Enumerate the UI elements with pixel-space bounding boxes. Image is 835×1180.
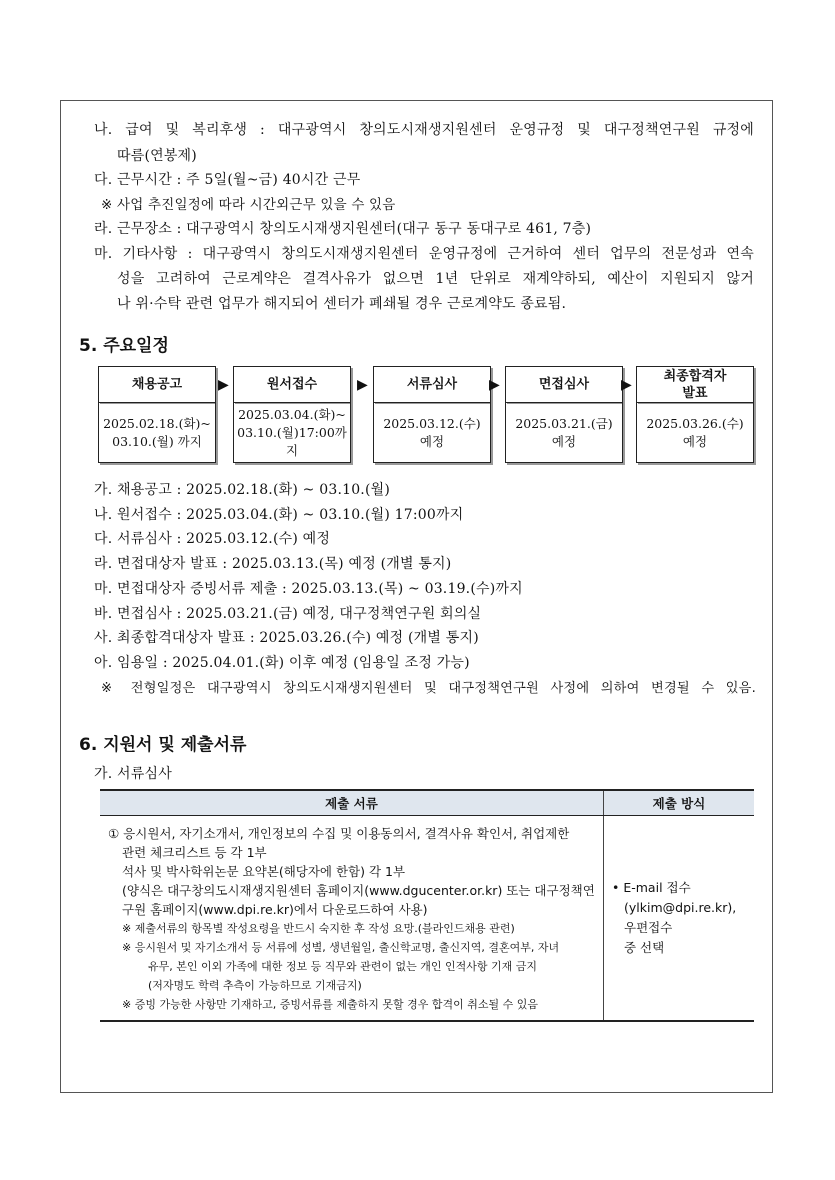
arrow-icon: ▶ [357, 377, 368, 393]
schedule-note: ※ 전형일정은 대구광역시 창의도시재생지원센터 및 대구정책연구원 사정에 의하여 변경될 수 있음. [101, 681, 756, 696]
method-cell [604, 816, 755, 1022]
schedule-item: 바. 면접심사 : 2025.03.21.(금) 예정, 대구정책연구원 회의실 [94, 606, 482, 622]
step-date: 2025.03.12.(수) 예정 [373, 402, 491, 463]
schedule-step-document-review [373, 366, 491, 463]
terms-salary-line1: 나. 급여 및 복리후생 : 대구광역시 창의도시재생지원센터 운영규정 및 대구정책연구원 규정에 [94, 122, 754, 138]
header-documents: 제출 서류 [100, 790, 604, 816]
method-line: 중 선택 [624, 940, 665, 955]
schedule-item: 라. 면접대상자 발표 : 2025.03.13.(목) 예정 (개별 통지) [94, 556, 452, 572]
schedule-item: 나. 원서접수 : 2025.03.04.(화) ~ 03.10.(월) 17:00까지 [94, 507, 464, 523]
schedule-step-posting [98, 366, 216, 463]
terms-etc-line1: 마. 기타사항 : 대구광역시 창의도시재생지원센터 운영규정에 근거하여 센터 업무의 전문성과 연속 [94, 246, 754, 262]
docs-line: 구원 홈페이지(www.dpi.re.kr)에서 다운로드하여 사용) [122, 902, 428, 917]
arrow-icon: ▶ [621, 377, 632, 393]
submission-table [100, 789, 754, 1022]
method-line: • E-mail 접수 [612, 880, 691, 895]
method-email: (ylkim@dpi.re.kr), [624, 900, 737, 915]
docs-note: ※ 증빙 가능한 사항만 기재하고, 증빙서류를 제출하지 못할 경우 합격이 취소될 수 있음 [122, 998, 538, 1011]
schedule-item: 마. 면접대상자 증빙서류 제출 : 2025.03.13.(목) ~ 03.19.(수)까지 [94, 581, 523, 597]
terms-etc-line3: 나 위·수탁 관련 업무가 해지되어 센터가 폐쇄될 경우 근로계약도 종료됨. [117, 296, 567, 312]
terms-salary-line2: 따름(연봉제) [117, 148, 197, 164]
docs-note: (저자명도 학력 추측이 가능하므로 기재금지) [148, 979, 362, 992]
step-name: 면접심사 [505, 366, 623, 402]
docs-line: (양식은 대구창의도시재생지원센터 홈페이지(www.dgucenter.or.kr) 또는 대구정책연 [122, 883, 595, 898]
docs-line: 석사 및 박사학위논문 요약본(해당자에 한함) 각 1부 [122, 864, 406, 879]
terms-hours: 다. 근무시간 : 주 5일(월~금) 40시간 근무 [94, 172, 361, 188]
terms-location: 라. 근무장소 : 대구광역시 창의도시재생지원센터(대구 동구 동대구로 461, 7층) [94, 221, 592, 237]
terms-etc-line2: 성을 고려하여 근로계약은 결격사유가 없으면 1년 단위로 재계약하되, 예산이 지원되지 않거 [117, 271, 754, 287]
step-date: 2025.03.04.(화)~ 03.10.(월)17:00까지 [233, 402, 351, 463]
arrow-icon: ▶ [218, 377, 229, 393]
schedule-step-final-announcement [636, 366, 754, 463]
docs-note: ※ 제출서류의 항목별 작성요령을 반드시 숙지한 후 작성 요망.(블라인드채용 관련) [122, 922, 515, 935]
docs-note: 유무, 본인 이외 가족에 대한 정보 등 직무와 관련이 없는 개인 인적사항 기재 금지 [148, 960, 537, 973]
method-line: 우편접수 [624, 920, 673, 935]
header-method: 제출 방식 [604, 790, 755, 816]
docs-line: 관련 체크리스트 등 각 1부 [122, 845, 267, 860]
step-name: 서류심사 [373, 366, 491, 402]
terms-hours-note: ※ 사업 추진일정에 따라 시간외근무 있을 수 있음 [101, 197, 396, 213]
step-date: 2025.03.21.(금) 예정 [505, 402, 623, 463]
step-date: 2025.03.26.(수) 예정 [636, 402, 754, 463]
documents-cell [100, 816, 604, 1022]
schedule-item: 다. 서류심사 : 2025.03.12.(수) 예정 [94, 531, 331, 547]
schedule-step-application [233, 366, 351, 463]
docs-line: ① 응시원서, 자기소개서, 개인정보의 수집 및 이용동의서, 결격사유 확인서, 취업제한 [108, 826, 570, 841]
schedule-item: 사. 최종합격대상자 발표 : 2025.03.26.(수) 예정 (개별 통지) [94, 630, 479, 646]
step-name: 채용공고 [98, 366, 216, 402]
schedule-item: 아. 임용일 : 2025.04.01.(화) 이후 예정 (임용일 조정 가능) [94, 655, 470, 671]
arrow-icon: ▶ [489, 377, 500, 393]
section6-subtitle: 가. 서류심사 [94, 766, 172, 782]
section6-title: 6. 지원서 및 제출서류 [79, 735, 247, 755]
section5-title: 5. 주요일정 [79, 336, 169, 356]
step-name: 원서접수 [233, 366, 351, 402]
docs-note: ※ 응시원서 및 자기소개서 등 서류에 성별, 생년월일, 출신학교명, 출신지역, 결혼여부, 자녀 [122, 941, 560, 954]
step-name: 최종합격자 발표 [636, 366, 754, 402]
step-date: 2025.02.18.(화)~ 03.10.(월) 까지 [98, 402, 216, 463]
schedule-item: 가. 채용공고 : 2025.02.18.(화) ~ 03.10.(월) [94, 482, 391, 498]
schedule-step-interview [505, 366, 623, 463]
